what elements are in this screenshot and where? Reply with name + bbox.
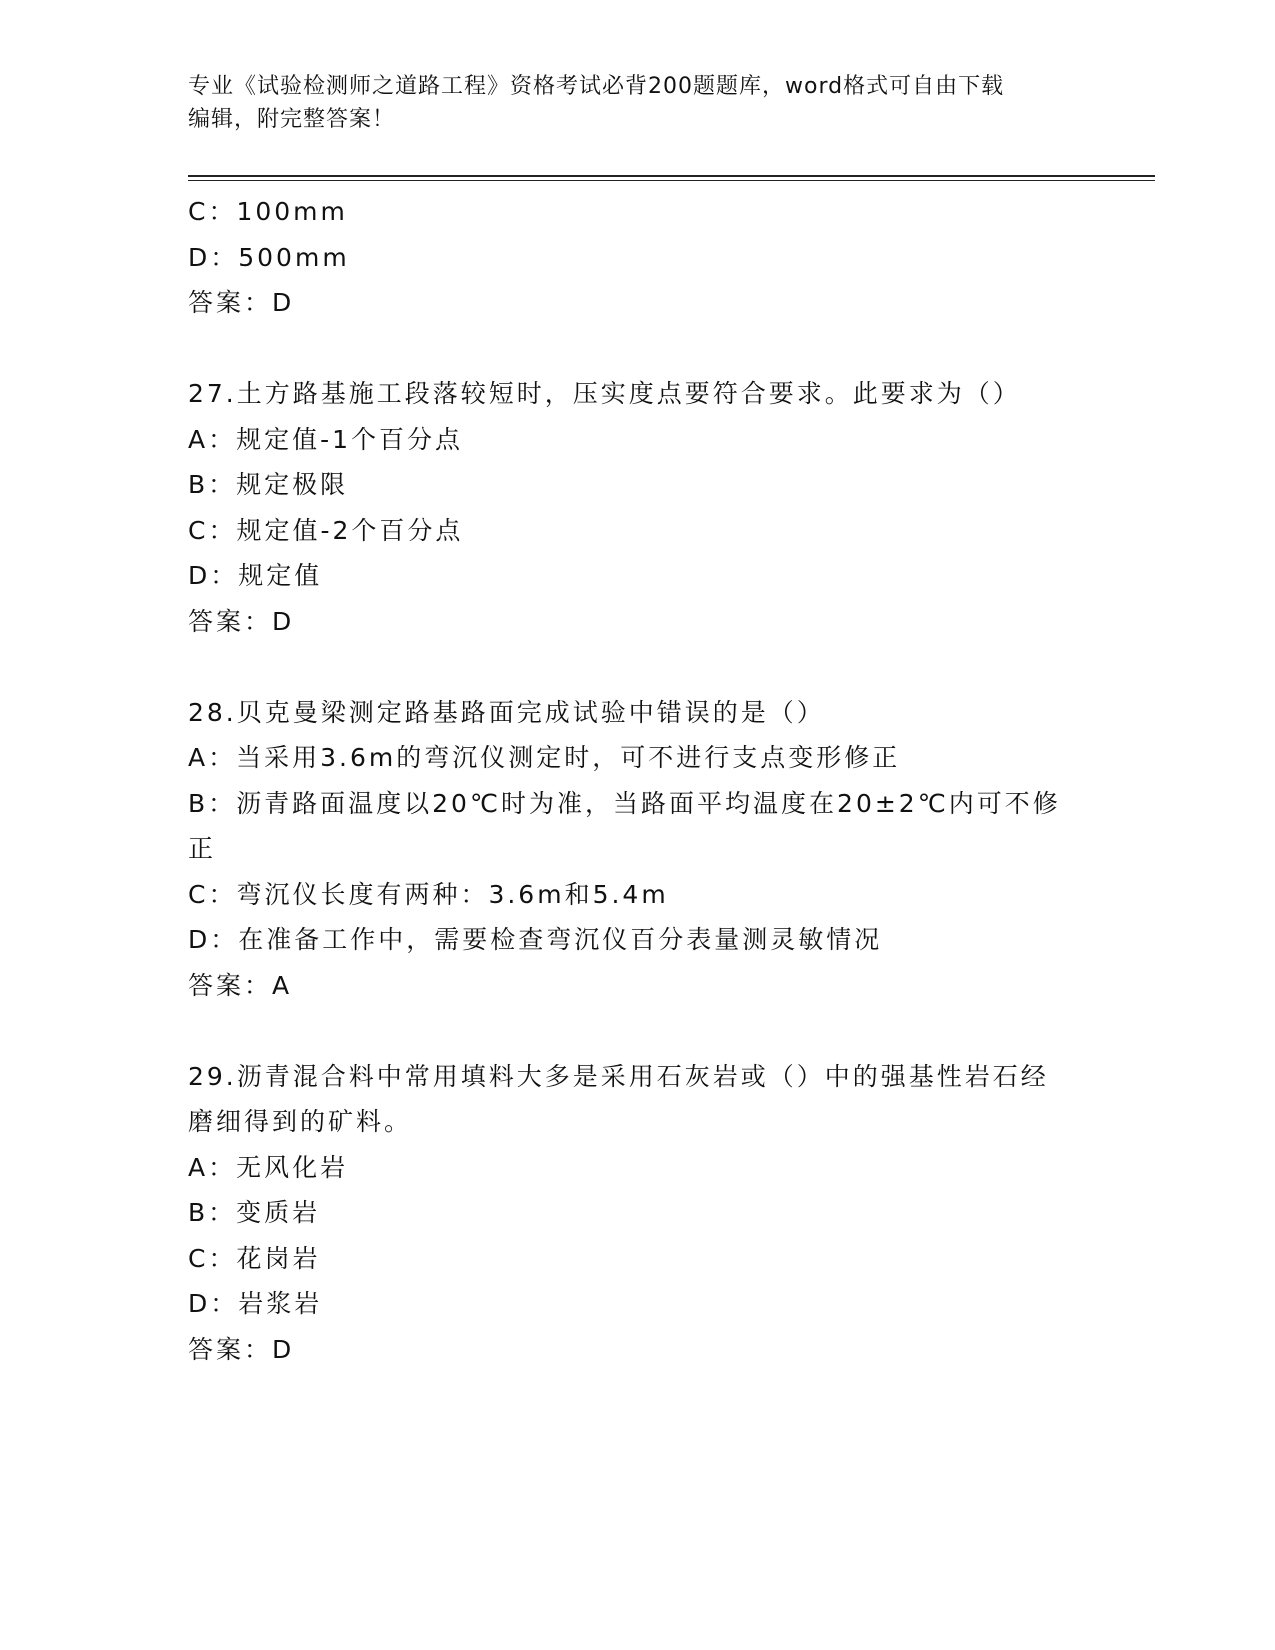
- question-stem: 28.贝克曼梁测定路基路面完成试验中错误的是（）: [188, 697, 825, 727]
- header-title-line-2: 编辑，附完整答案！: [188, 107, 396, 132]
- option-b: B：变质岩: [188, 1198, 321, 1227]
- option-d: D：在准备工作中，需要检查弯沉仪百分表量测灵敏情况: [188, 925, 883, 954]
- option-a: A：当采用3.6m的弯沉仪测定时，可不进行支点变形修正: [188, 743, 901, 772]
- answer-line: 答案：A: [188, 970, 293, 1000]
- page-header: [188, 70, 1088, 136]
- previous-question-tail: [188, 189, 1088, 326]
- question-27: [188, 371, 1088, 644]
- option-d: D：规定值: [188, 561, 323, 590]
- question-29: [188, 1054, 1088, 1373]
- answer-line: 答案：D: [188, 606, 295, 636]
- option-c: C：花岗岩: [188, 1243, 321, 1273]
- header-divider: [188, 175, 1155, 181]
- option-d: D：500mm: [188, 242, 350, 272]
- option-c: C：规定值-2个百分点: [188, 515, 464, 545]
- option-c: C：弯沉仪长度有两种：3.6m和5.4m: [188, 879, 669, 909]
- option-b: B：规定极限: [188, 470, 349, 499]
- option-c: C：100mm: [188, 197, 348, 226]
- answer-line: 答案：D: [188, 1334, 295, 1364]
- question-stem-continuation: 磨细得到的矿料。: [188, 1107, 413, 1136]
- option-d: D：岩浆岩: [188, 1289, 323, 1318]
- option-a: A：规定值-1个百分点: [188, 424, 464, 454]
- question-stem: 27.土方路基施工段落较短时，压实度点要符合要求。此要求为（）: [188, 379, 1021, 408]
- answer-line: 答案：D: [188, 288, 295, 317]
- spacer: [188, 1008, 1088, 1054]
- spacer: [188, 644, 1088, 690]
- question-28: [188, 690, 1088, 1009]
- option-b: B：沥青路面温度以20℃时为准，当路面平均温度在20±2℃内可不修: [188, 788, 1061, 818]
- question-content: [188, 189, 1088, 1372]
- header-title-line-1: 专业《试验检测师之道路工程》资格考试必背200题题库，word格式可自由下载: [188, 74, 1005, 99]
- option-b-continuation: 正: [188, 834, 217, 863]
- question-stem: 29.沥青混合料中常用填料大多是采用石灰岩或（）中的强基性岩石经: [188, 1061, 1049, 1091]
- spacer: [188, 326, 1088, 372]
- option-a: A：无风化岩: [188, 1152, 349, 1182]
